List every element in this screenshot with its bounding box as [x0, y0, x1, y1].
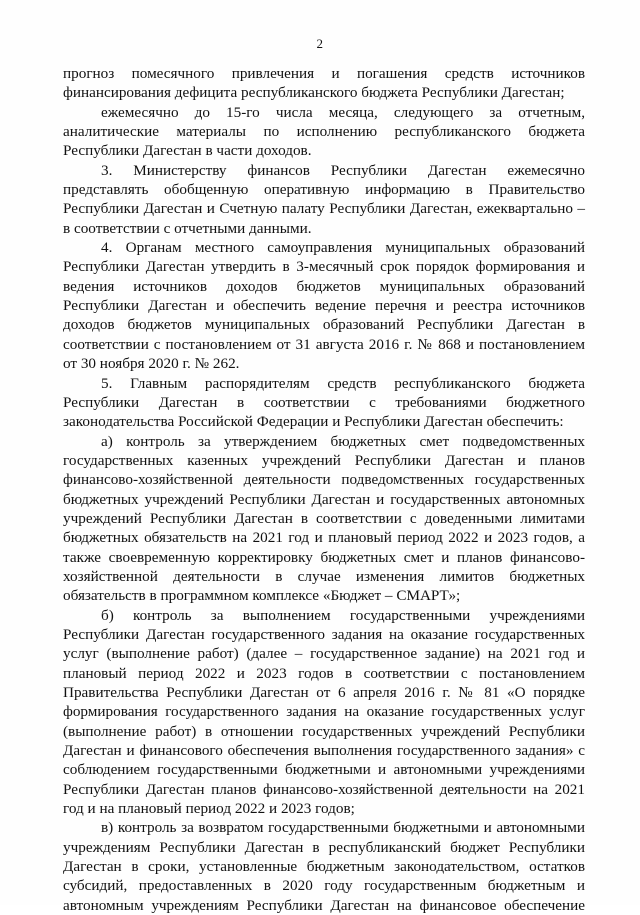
paragraph-item-3: 3. Министерству финансов Республики Дагестан ежемесячно представлять обобщенную оперативную информацию в Правительство Республики Дагестан и Счетную палату Республики Дагестан, ежеквартально – в соответствии с отчетными данными.: [63, 161, 585, 237]
paragraph-debt-forecast: прогноз помесячного привлечения и погашения средств источников финансирования дефицита республиканского бюджета Республики Дагестан;: [63, 65, 585, 102]
document-body: [63, 64, 585, 915]
page-number: 2: [316, 36, 324, 51]
paragraph-item-5b: б) контроль за выполнением государственными учреждениями Республики Дагестан государственного задания на оказание государственных услуг (выполнение работ) (далее – государственное задание) на 2021 год и плановый период 2022 и 2023 годов в соответствии с постановлением Правительства Республики Дагестан от 6 апреля 2016 г. № 81 «О порядке формирования государственного задания на оказание государственных услуг (выполнение работ) в отношении государственных учреждений Республики Дагестан и финансового обеспечения выполнения государственного задания» с соблюдением государственными бюджетными и автономными учреждениями Республики Дагестан планов финансово-хозяйственной деятельности на 2021 год и на плановый период 2022 и 2023 годов;: [63, 606, 585, 818]
paragraph-item-5: 5. Главным распорядителям средств республиканского бюджета Республики Дагестан в соответствии с требованиями бюджетного законодательства Российской Федерации и Республики Дагестан обеспечить:: [63, 374, 585, 431]
paragraph-item-4: 4. Органам местного самоуправления муниципальных образований Республики Дагестан утвердить в 3-месячный срок порядок формирования и ведения источников доходов бюджетов муниципальных образований Республики Дагестан и обеспечить ведение перечня и реестра источников доходов бюджетов муниципальных образований Республики Дагестан в соответствии с постановлением от 31 августа 2016 г. № 868 и постановлением от 30 ноября 2020 г. № 262.: [63, 239, 585, 373]
paragraph-monthly-analytics: ежемесячно до 15-го числа месяца, следующего за отчетным, аналитические материалы по исполнению республиканского бюджета Республики Дагестан в части доходов.: [63, 103, 585, 160]
paragraph-item-5a: а) контроль за утверждением бюджетных смет подведомственных государственных казенных учреждений Республики Дагестан и планов финансово-хозяйственной деятельности подведомственных государственных бюджетных учреждений Республики Дагестан и государственных автономных учреждений Республики Дагестан в соответствии с доведенными лимитами бюджетных обязательств на 2021 год и плановый период 2022 и 2023 годов, а также своевременную корректировку бюджетных смет и планов финансово-хозяйственной деятельности в случае изменения лимитов бюджетных обязательств в программном комплексе «Бюджет – СМАРТ»;: [63, 432, 585, 605]
paragraph-item-5v: в) контроль за возвратом государственными бюджетными и автономными учреждениям Республики Дагестан в республиканский бюджет Республики Дагестан в сроки, установленные бюджетным законодательством, остатков субсидий, предоставленных в 2020 году государственным бюджетным и автономным учреждениям Республики Дагестан на финансовое обеспечение: [63, 819, 585, 914]
